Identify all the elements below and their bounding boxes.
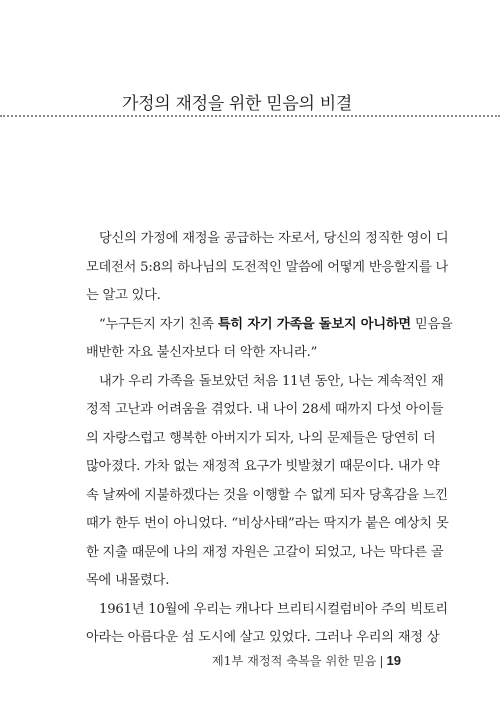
text-line: 많아졌다. 가차 없는 재정적 요구가 빗발쳤기 때문이다. 내가 약 [86,459,440,474]
footer-section: 제1부 재정적 축복을 위한 믿음 [211,654,377,668]
chapter-title: 가정의 재정을 위한 믿음의 비결 [121,94,352,114]
text-line: 내가 우리 가족을 돌보았던 처음 11년 동안, 나는 계속적인 재 [99,373,444,389]
text-line: 한 지출 때문에 나의 재정 자원은 고갈이 되었고, 나는 막다른 골 [86,544,444,560]
text-line: 속 날짜에 지불하겠다는 것을 이행할 수 없게 되자 당혹감을 느낀 [86,487,448,503]
quote-line: 배반한 자요 불신자보다 더 악한 자니라.” [86,345,318,360]
text-line: 목에 내몰렸다. [86,573,170,588]
text-line: 모데전서 5:8의 하나님의 도전적인 말씀에 어떻게 반응할지를 나 [86,259,449,275]
quote-emphasis: 특히 자기 가족을 돌보지 아니하면 [217,316,411,332]
text-line: 아라는 아름다운 섬 도시에 살고 있었다. 그러나 우리의 재정 상 [86,630,440,645]
page-number: 19 [386,653,401,668]
body-text [86,225,453,653]
text-line: 1961년 10월에 우리는 캐나다 브리티시컬럼비아 주의 빅토리 [99,601,448,617]
text-line: 때가 한두 번이 아니었다. “비상사태”라는 딱지가 붙은 예상치 못 [86,516,449,531]
dotted-divider [0,115,500,117]
page-footer [212,652,401,669]
quote-text: 믿음을 [410,316,453,332]
quote-text: “누구든지 자기 친족 [99,316,218,332]
text-line: 정적 고난과 어려움을 겪었다. 내 나이 28세 때까지 다섯 아이들 [86,402,444,417]
text-line: 당신의 가정에 재정을 공급하는 자로서, 당신의 정직한 영이 디 [99,231,449,246]
text-line: 는 알고 있다. [86,288,161,303]
text-line: 의 자랑스럽고 행복한 아버지가 되자, 나의 문제들은 당연히 더 [86,430,436,446]
quote-line [86,311,453,340]
footer-separator: | [379,654,384,668]
